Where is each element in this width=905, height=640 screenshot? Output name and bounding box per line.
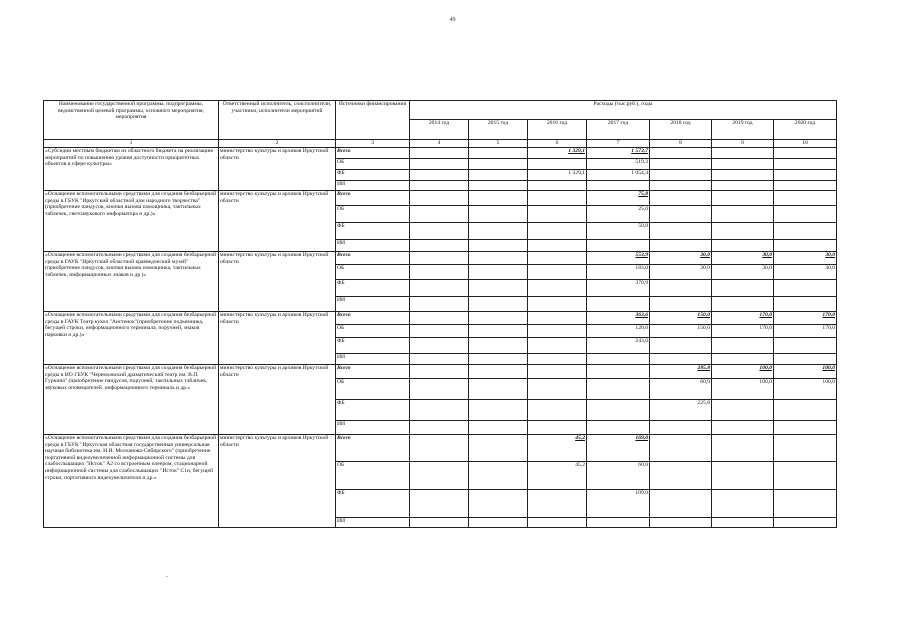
- expense-value: 120,0: [587, 325, 650, 338]
- expense-value: [469, 462, 528, 490]
- expense-value: 519,3: [587, 159, 650, 170]
- expense-value: [774, 338, 837, 354]
- expense-value: [469, 252, 528, 265]
- expense-value: [712, 240, 774, 252]
- expense-value: [774, 435, 837, 462]
- column-number: 1: [44, 140, 219, 148]
- expense-value: 30,0: [712, 265, 774, 280]
- expense-value: [410, 240, 469, 252]
- expense-value: 169,0: [587, 435, 650, 462]
- expense-value: [410, 325, 469, 338]
- expense-value: [774, 518, 837, 528]
- column-number: 8: [650, 140, 712, 148]
- column-number: 6: [528, 140, 587, 148]
- expense-value: [469, 280, 528, 297]
- expense-value: [774, 400, 837, 421]
- expense-value: [528, 325, 587, 338]
- expense-value: [528, 191, 587, 206]
- expense-value: [650, 462, 712, 490]
- funding-source: Всего: [336, 191, 410, 206]
- header-source: Источники финансирования: [336, 101, 410, 140]
- expense-value: [528, 518, 587, 528]
- expense-value: [528, 252, 587, 265]
- expense-value: 100,0: [712, 379, 774, 400]
- measure-name: «Оснащение вспомогательными средствами для создания безбарьерной среды в ГАУК "Иркутский областной краеведческий музей" (приобретение пандусов, кнопки вызова помощника, тактильных табличек, информационных знаков и др.)»: [44, 252, 219, 312]
- funding-source: Всего: [336, 252, 410, 265]
- expense-value: [469, 148, 528, 159]
- expense-value: 553,9: [587, 252, 650, 265]
- funding-source: ИИ: [336, 181, 410, 191]
- expense-value: 170,0: [774, 312, 837, 325]
- expense-value: [469, 159, 528, 170]
- table-row: [44, 365, 837, 379]
- funding-source: ФБ: [336, 490, 410, 518]
- expense-value: [469, 421, 528, 435]
- expense-value: [528, 365, 587, 379]
- expense-value: [410, 462, 469, 490]
- expense-value: [528, 490, 587, 518]
- expense-value: 60,0: [650, 379, 712, 400]
- expense-value: 243,6: [587, 338, 650, 354]
- expense-value: [712, 223, 774, 240]
- table-row: [44, 191, 837, 206]
- header-year: 2016 год: [528, 120, 587, 140]
- funding-source: ОБ: [336, 159, 410, 170]
- expense-value: [410, 159, 469, 170]
- expense-value: [469, 191, 528, 206]
- expense-value: [650, 280, 712, 297]
- expense-value: [469, 490, 528, 518]
- expense-value: [774, 223, 837, 240]
- budget-table: [43, 100, 837, 528]
- expense-value: [774, 462, 837, 490]
- expense-value: [469, 338, 528, 354]
- measure-executor: министерство культуры и архивов Иркутской области: [219, 312, 336, 365]
- expense-value: 30,0: [712, 252, 774, 265]
- expense-value: [712, 159, 774, 170]
- expense-value: 50,8: [587, 223, 650, 240]
- funding-source: ОБ: [336, 462, 410, 490]
- expense-value: [650, 191, 712, 206]
- funding-source: ОБ: [336, 379, 410, 400]
- expense-value: [712, 421, 774, 435]
- header-expenses: Расходы (тыс.руб.), годы: [410, 101, 837, 120]
- expense-value: [469, 170, 528, 181]
- expense-value: [774, 354, 837, 365]
- expense-value: [410, 338, 469, 354]
- expense-value: 170,0: [712, 312, 774, 325]
- expense-value: [469, 223, 528, 240]
- expense-value: [528, 240, 587, 252]
- expense-value: 1 329,1: [528, 170, 587, 181]
- expense-value: [712, 338, 774, 354]
- header-executor: Ответственный исполнитель, соисполнители, участники, исполнители мероприятий: [219, 101, 336, 140]
- expense-value: [528, 354, 587, 365]
- expense-value: 30,0: [774, 252, 837, 265]
- expense-value: [774, 159, 837, 170]
- expense-value: [712, 280, 774, 297]
- expense-value: 100,0: [774, 379, 837, 400]
- funding-source: ИИ: [336, 421, 410, 435]
- funding-source: ОБ: [336, 206, 410, 223]
- funding-source: Всего: [336, 365, 410, 379]
- expense-value: [712, 435, 774, 462]
- expense-value: [469, 400, 528, 421]
- expense-value: [410, 297, 469, 312]
- expense-value: [410, 206, 469, 223]
- expense-value: [587, 421, 650, 435]
- header-year: 2014 год: [410, 120, 469, 140]
- expense-value: [587, 379, 650, 400]
- header-name: Наименование государственной программы, подпрограммы, ведомственной целевой программы, основного мероприятия, мероприятия: [44, 101, 219, 140]
- expense-value: [469, 206, 528, 223]
- expense-value: 100,0: [774, 365, 837, 379]
- expense-value: [528, 280, 587, 297]
- expense-value: [528, 159, 587, 170]
- table-row: [44, 252, 837, 265]
- expense-value: [410, 170, 469, 181]
- expense-value: [528, 297, 587, 312]
- funding-source: ФБ: [336, 170, 410, 181]
- funding-source: ИИ: [336, 240, 410, 252]
- column-number: 7: [587, 140, 650, 148]
- measure-name: «Оснащение вспомогательными средствами для создания безбарьерной среды в ГБУК "Иркутская областная государственная универсальная научная библиотека им. И.И. Молчанова-Сибирского" (приобретение портативной видеоувеличенной информационной системы для слабослышащих "Исток" А2 со встроенным плеером, стационарной информационной системы для слабослышащих "Исток" С1н, бегущей строки, портативного видеоувеличителя и др.»: [44, 435, 219, 528]
- funding-source: ИИ: [336, 518, 410, 528]
- funding-source: ОБ: [336, 265, 410, 280]
- expense-value: 25,0: [587, 206, 650, 223]
- header-year: 2018 год: [650, 120, 712, 140]
- expense-value: [410, 435, 469, 462]
- expense-value: [528, 379, 587, 400]
- expense-value: [650, 148, 712, 159]
- measure-executor: министерство культуры и архивов Иркутской области: [219, 365, 336, 435]
- measure-name: «Оснащение вспомогательными средствами для создания безбарьерной среды в ГАУК Театр кукол "Аистенок"(приобретение подъемника, бегущей строки, информационного терминала, поручней, знаков парковки и др.)»: [44, 312, 219, 365]
- measure-name: «Оснащение вспомогательными средствами для создания безбарьерной среды в ИО ГБУК "Черемховский драматический театр им. В.П. Гуркина" (приобретение пандусов, поручней, тактильных табличек, звуковых оповещателей, информационного терминала и др.»: [44, 365, 219, 435]
- page-number: 49: [449, 17, 456, 23]
- expense-value: [650, 206, 712, 223]
- measure-executor: министерство культуры и архивов Иркутской области: [219, 435, 336, 528]
- expense-value: [469, 297, 528, 312]
- expense-value: 170,0: [712, 325, 774, 338]
- expense-value: [410, 365, 469, 379]
- expense-value: 183,0: [587, 265, 650, 280]
- expense-value: [650, 181, 712, 191]
- table-body: [44, 148, 837, 528]
- expense-value: [650, 421, 712, 435]
- expense-value: 109,0: [587, 490, 650, 518]
- expense-value: 370,9: [587, 280, 650, 297]
- expense-value: [587, 240, 650, 252]
- expense-value: 285,8: [650, 365, 712, 379]
- expense-value: [410, 280, 469, 297]
- funding-source: ФБ: [336, 338, 410, 354]
- expense-value: [469, 265, 528, 280]
- expense-value: 1 329,1: [528, 148, 587, 159]
- expense-value: [528, 400, 587, 421]
- expense-value: [650, 338, 712, 354]
- funding-source: ФБ: [336, 400, 410, 421]
- expense-value: 30,0: [774, 265, 837, 280]
- expense-value: [650, 170, 712, 181]
- column-number: 10: [774, 140, 837, 148]
- column-number: 3: [336, 140, 410, 148]
- funding-source: Всего: [336, 148, 410, 159]
- funding-source: ИИ: [336, 354, 410, 365]
- expense-value: [587, 181, 650, 191]
- funding-source: Всего: [336, 435, 410, 462]
- header-year: 2017 год: [587, 120, 650, 140]
- expense-value: [469, 312, 528, 325]
- expense-value: 1 573,7: [587, 148, 650, 159]
- header-year: 2019 год: [712, 120, 774, 140]
- expense-value: 170,0: [774, 325, 837, 338]
- expense-value: [528, 206, 587, 223]
- measure-name: «Субсидии местным бюджетам из областного бюджета на реализацию мероприятий по повышению уровня доступности приоритетных объектов в сфере культуры»: [44, 148, 219, 191]
- expense-value: 1 054,4: [587, 170, 650, 181]
- expense-value: [650, 518, 712, 528]
- column-number: 4: [410, 140, 469, 148]
- table-row: [44, 435, 837, 462]
- expense-value: 363,6: [587, 312, 650, 325]
- expense-value: [410, 252, 469, 265]
- expense-value: [410, 148, 469, 159]
- expense-value: [469, 240, 528, 252]
- expense-value: [410, 400, 469, 421]
- expense-value: [774, 280, 837, 297]
- expense-value: [528, 223, 587, 240]
- expense-value: [587, 400, 650, 421]
- expense-value: [410, 518, 469, 528]
- expense-value: [587, 297, 650, 312]
- expense-value: [469, 354, 528, 365]
- expense-value: [469, 365, 528, 379]
- funding-source: ИИ: [336, 297, 410, 312]
- expense-value: 150,0: [650, 325, 712, 338]
- funding-source: ОБ: [336, 325, 410, 338]
- expense-value: [410, 223, 469, 240]
- expense-value: [469, 518, 528, 528]
- expense-value: [774, 206, 837, 223]
- expense-value: [650, 490, 712, 518]
- expense-value: [774, 170, 837, 181]
- expense-value: [528, 265, 587, 280]
- expense-value: [469, 379, 528, 400]
- scan-mark: -: [166, 574, 168, 580]
- expense-value: 150,0: [650, 312, 712, 325]
- table-row: [44, 312, 837, 325]
- measure-name: «Оснащение вспомогательными средствами для создания безбарьерной среды в ГБУК "Иркутский областной дом народного творчества" (приобретение пандусов, кнопки вызова помощника, тактильных табличек, светозвукового информатора и др.)»: [44, 191, 219, 252]
- expense-value: [712, 181, 774, 191]
- expense-value: 75,8: [587, 191, 650, 206]
- expense-value: [712, 518, 774, 528]
- expense-value: [410, 191, 469, 206]
- expense-value: [650, 297, 712, 312]
- expense-value: [410, 490, 469, 518]
- header-year: 2020 год: [774, 120, 837, 140]
- expense-value: 60,0: [587, 462, 650, 490]
- expense-value: [712, 462, 774, 490]
- expense-value: [774, 421, 837, 435]
- expense-value: [469, 181, 528, 191]
- expense-value: [528, 312, 587, 325]
- expense-value: [410, 265, 469, 280]
- expense-value: [774, 181, 837, 191]
- expense-value: 100,0: [712, 365, 774, 379]
- expense-value: [410, 354, 469, 365]
- header-year: 2015 год: [469, 120, 528, 140]
- expense-value: [650, 435, 712, 462]
- expense-value: [712, 148, 774, 159]
- expense-value: [587, 518, 650, 528]
- expense-value: [774, 490, 837, 518]
- expense-value: [712, 490, 774, 518]
- expense-value: [587, 365, 650, 379]
- measure-executor: министерство культуры и архивов Иркутской области: [219, 252, 336, 312]
- expense-value: [650, 240, 712, 252]
- expense-value: [410, 421, 469, 435]
- funding-source: ФБ: [336, 223, 410, 240]
- expense-value: 45,2: [528, 435, 587, 462]
- expense-value: [650, 354, 712, 365]
- expense-value: [528, 421, 587, 435]
- expense-value: [712, 297, 774, 312]
- expense-value: 30,0: [650, 252, 712, 265]
- expense-value: [650, 159, 712, 170]
- expense-value: [528, 181, 587, 191]
- expense-value: [774, 191, 837, 206]
- measure-executor: министерство культуры и архивов Иркутской области: [219, 191, 336, 252]
- expense-value: [712, 354, 774, 365]
- expense-value: [469, 325, 528, 338]
- expense-value: [774, 148, 837, 159]
- column-number: 5: [469, 140, 528, 148]
- expense-value: 225,8: [650, 400, 712, 421]
- column-number: 2: [219, 140, 336, 148]
- expense-value: [712, 206, 774, 223]
- expense-value: 45,2: [528, 462, 587, 490]
- expense-value: [712, 400, 774, 421]
- expense-value: [774, 297, 837, 312]
- expense-value: [469, 435, 528, 462]
- expense-value: [410, 379, 469, 400]
- table-row: [44, 148, 837, 159]
- expense-value: [712, 170, 774, 181]
- expense-value: [410, 312, 469, 325]
- funding-source: Всего: [336, 312, 410, 325]
- expense-value: [410, 181, 469, 191]
- expense-value: 30,0: [650, 265, 712, 280]
- funding-source: ФБ: [336, 280, 410, 297]
- expense-value: [774, 240, 837, 252]
- column-number: 9: [712, 140, 774, 148]
- expense-value: [650, 223, 712, 240]
- measure-executor: министерство культуры и архивов Иркутской области: [219, 148, 336, 191]
- expense-value: [587, 354, 650, 365]
- expense-value: [712, 191, 774, 206]
- expense-value: [528, 338, 587, 354]
